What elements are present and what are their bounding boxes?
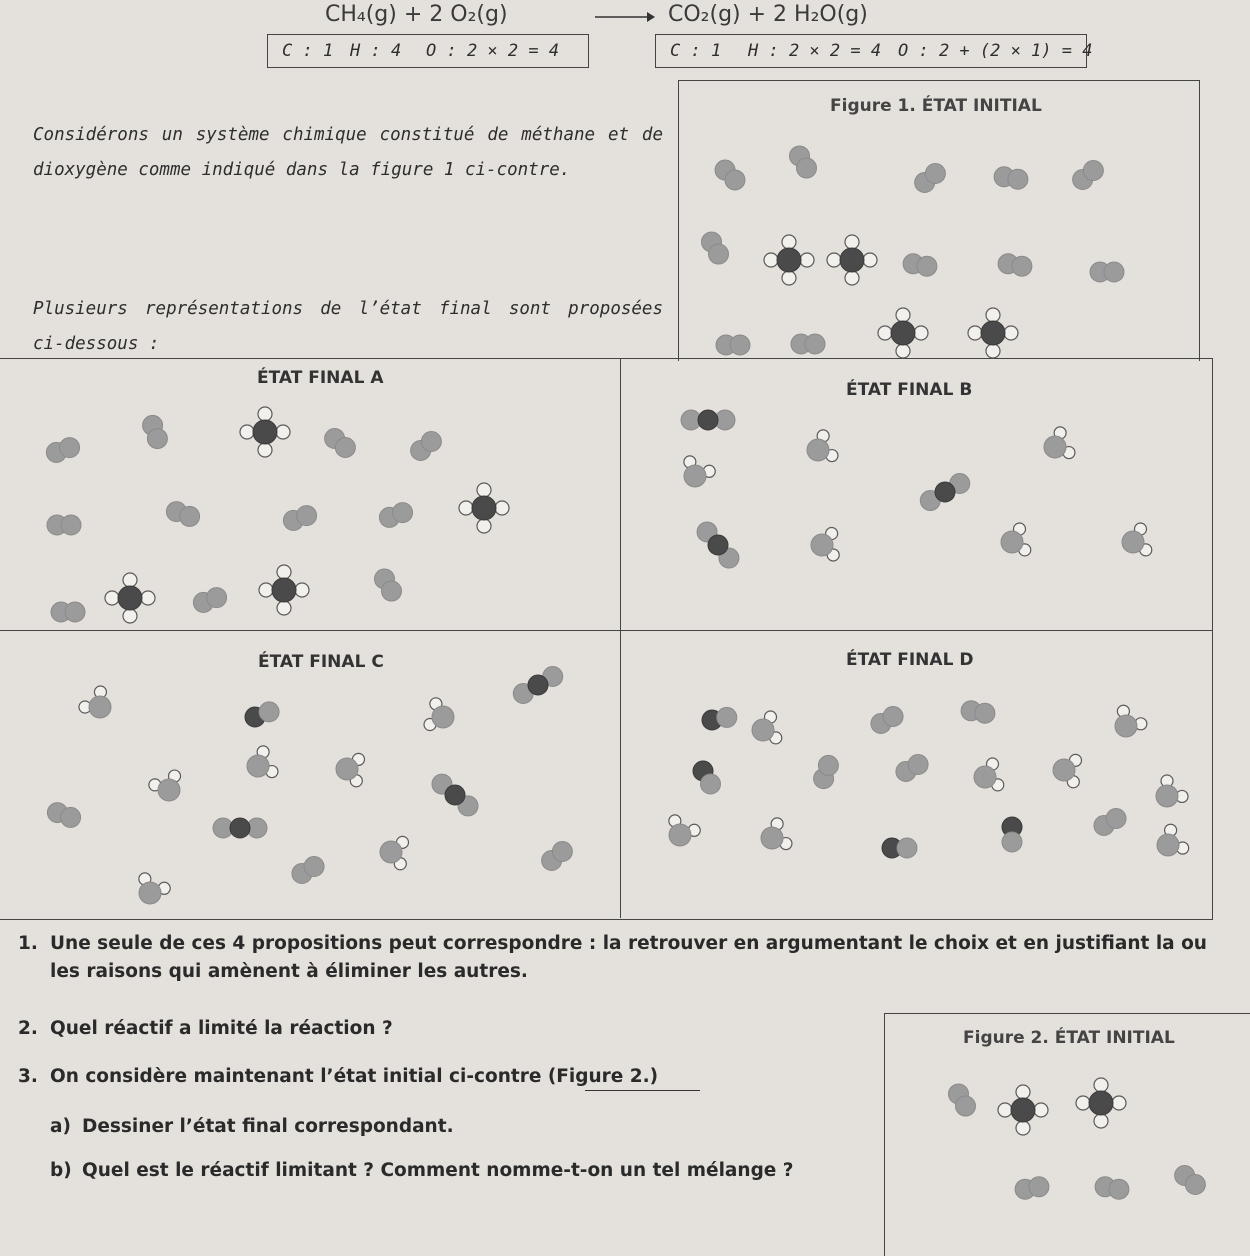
figure-1-title: Figure 1. ÉTAT INITIAL [830,96,1042,116]
o2-molecule [379,503,412,528]
h2o-molecule [1115,705,1147,737]
o2-molecule [716,335,750,355]
h2o-molecule [1001,523,1031,556]
ch4-molecule [827,235,877,285]
product-count-h: H : 2 × 2 = 4 [748,41,882,61]
co-molecule [693,761,721,794]
o2-molecule [790,146,817,178]
product-count-o: O : 2 + (2 × 1) = 4 [898,41,1093,61]
co-molecule [1002,817,1022,852]
h2o-molecule [1157,824,1189,856]
o2-molecule [1073,161,1104,190]
question-3a-text: Dessiner l’état final correspondant. [82,1116,454,1137]
o2-molecule [994,167,1028,189]
question-3b-text: Quel est le réactif limitant ? Comment nomme-t-on un tel mélange ? [82,1160,794,1181]
h2o-molecule [684,456,715,487]
o2-molecule [292,857,324,884]
question-3b-label: b) [50,1160,72,1181]
o2-molecule [51,602,85,622]
co-molecule [882,838,917,858]
ch4-molecule [998,1085,1048,1135]
h2o-molecule [149,770,181,801]
ch4-molecule [105,573,155,623]
o2-molecule [949,1084,976,1116]
co-molecule [702,707,737,730]
h2o-molecule [247,746,278,778]
o2-molecule [193,588,226,613]
h2o-molecule [752,711,782,744]
co2-molecule [213,818,267,838]
equation-products: CO₂(g) + 2 H₂O(g) [668,2,868,27]
o2-molecule [166,502,199,527]
reactant-count-h: H : 4 [350,41,402,61]
question-3-text: On considère maintenant l’état initial ci-contre (Figure 2.) [50,1066,659,1087]
question-2-text: Quel réactif a limité la réaction ? [50,1018,393,1039]
h2o-molecule [1156,775,1188,807]
question-1-text: Une seule de ces 4 propositions peut correspondre : la retrouver en argumentant le choix et en justifiant la ou les raisons qui amènent à éliminer les autres. [50,933,1207,982]
intro-paragraph-2: Plusieurs représentations de l’état final sont proposées ci-dessous : [33,299,663,354]
figure-2-title: Figure 2. ÉTAT INITIAL [963,1028,1175,1048]
ch4-molecule [878,308,928,358]
reactant-count-c: C : 1 [282,41,334,61]
o2-molecule [325,429,356,458]
o2-molecule [1175,1166,1206,1195]
h2o-molecule [1122,523,1152,556]
o2-molecule [702,232,729,264]
co2-molecule [513,667,562,704]
o2-molecule [791,334,825,354]
o2-molecule [961,701,995,723]
o2-molecule [46,438,79,463]
panel-a-title: ÉTAT FINAL A [257,368,384,388]
h2o-molecule [1044,427,1075,459]
o2-molecule [915,164,946,193]
co-molecule [245,702,279,727]
h2o-molecule [807,430,838,462]
o2-molecule [1094,809,1126,836]
question-3-number: 3. [18,1066,38,1087]
product-count-c: C : 1 [670,41,722,61]
equation-reactants: CH₄(g) + 2 O₂(g) [325,2,508,27]
co2-molecule [697,522,739,568]
o2-molecule [1090,262,1124,282]
panel-b-title: ÉTAT FINAL B [846,380,973,400]
o2-molecule [47,803,80,828]
ch4-molecule [459,483,509,533]
ch4-molecule [240,407,290,457]
co2-molecule [681,410,735,430]
o2-molecule [896,755,928,782]
reactant-count-o: O : 2 × 2 = 4 [426,41,560,61]
h2o-molecule [336,753,364,786]
h2o-molecule [79,686,111,718]
o2-molecule [375,569,402,601]
o2-molecule [411,432,442,461]
o2-molecule [542,842,573,871]
o2-molecule [998,254,1032,276]
ch4-molecule [1076,1078,1126,1128]
o2-molecule [283,506,316,531]
o2-molecule [814,755,839,788]
h2o-molecule [761,818,792,850]
o2-molecule [1015,1177,1049,1199]
h2o-molecule [669,815,700,846]
question-2-number: 2. [18,1018,38,1039]
h2o-molecule [424,698,454,731]
co2-molecule [432,774,478,816]
co2-molecule [920,474,969,511]
h2o-molecule [1053,754,1081,787]
h2o-molecule [811,528,839,561]
question-1-number: 1. [18,933,38,954]
o2-molecule [47,515,81,535]
o2-molecule [143,415,168,448]
intro-paragraph-1: Considérons un système chimique constitué de méthane et de dioxygène comme indiqué dans la figure 1 ci-contre. [33,125,663,180]
h2o-molecule [380,836,408,869]
panel-d-title: ÉTAT FINAL D [846,650,974,670]
ch4-molecule [259,565,309,615]
o2-molecule [715,160,745,190]
ch4-molecule [968,308,1018,358]
o2-molecule [871,707,903,734]
o2-molecule [1095,1177,1129,1199]
h2o-molecule [139,873,170,904]
o2-molecule [903,254,937,276]
panel-c-title: ÉTAT FINAL C [258,652,384,672]
question-3a-label: a) [50,1116,71,1137]
h2o-molecule [974,758,1004,791]
ch4-molecule [764,235,814,285]
